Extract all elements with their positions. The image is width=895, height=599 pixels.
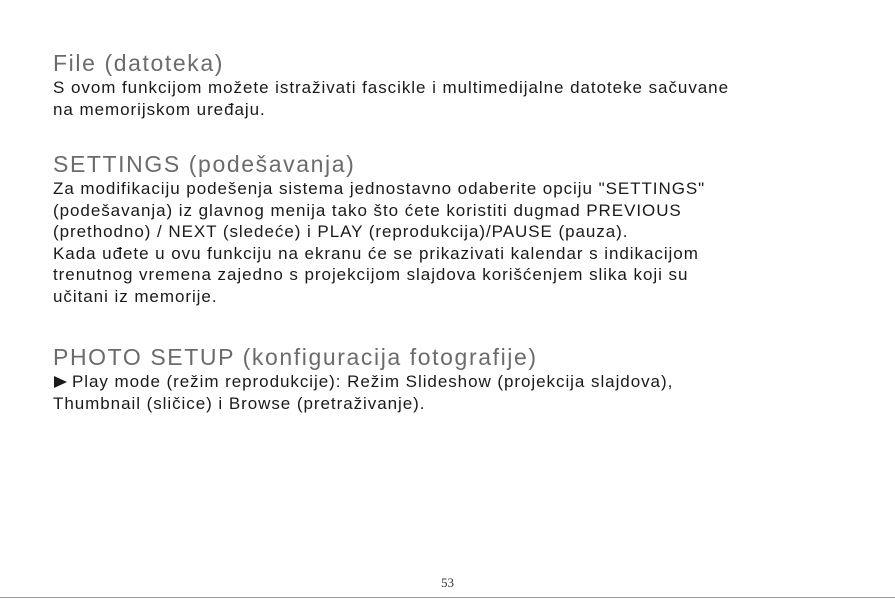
play-arrow-icon (54, 376, 67, 388)
body-line: Thumbnail (sličice) i Browse (pretraživanje). (53, 393, 426, 413)
body-line: na memorijskom uređaju. (53, 99, 266, 119)
bullet-text: Play mode (režim reprodukcije): Režim Slideshow (projekcija slajdova), (72, 372, 674, 391)
section-heading-photo-setup: PHOTO SETUP (konfiguracija fotografije) (53, 344, 538, 370)
page-number: 53 (441, 575, 454, 590)
section-settings (53, 151, 875, 307)
body-line: (prethodno) / NEXT (sledeće) i PLAY (reprodukcija)/PAUSE (pauza). (53, 222, 629, 241)
bottom-divider (0, 597, 895, 598)
body-line: (podešavanja) iz glavnog menija tako što ćete koristiti dugmad PREVIOUS (53, 200, 682, 220)
section-file (53, 50, 875, 120)
body-line: učitani iz memorije. (53, 286, 218, 306)
bullet-line (53, 371, 875, 393)
section-heading-file: File (datoteka) (53, 50, 225, 76)
section-photo-setup (53, 344, 875, 414)
body-line: Kada uđete u ovu funkciju na ekranu će se prikazivati kalendar s indikacijom (53, 243, 699, 263)
body-line: trenutnog vremena zajedno s projekcijom slajdova korišćenjem slika koji su (53, 265, 689, 284)
body-line: S ovom funkcijom možete istraživati fascikle i multimedijalne datoteke sačuvane (53, 78, 729, 97)
section-heading-settings: SETTINGS (podešavanja) (53, 151, 356, 177)
body-line: Za modifikaciju podešenja sistema jednostavno odaberite opciju "SETTINGS" (53, 179, 706, 198)
